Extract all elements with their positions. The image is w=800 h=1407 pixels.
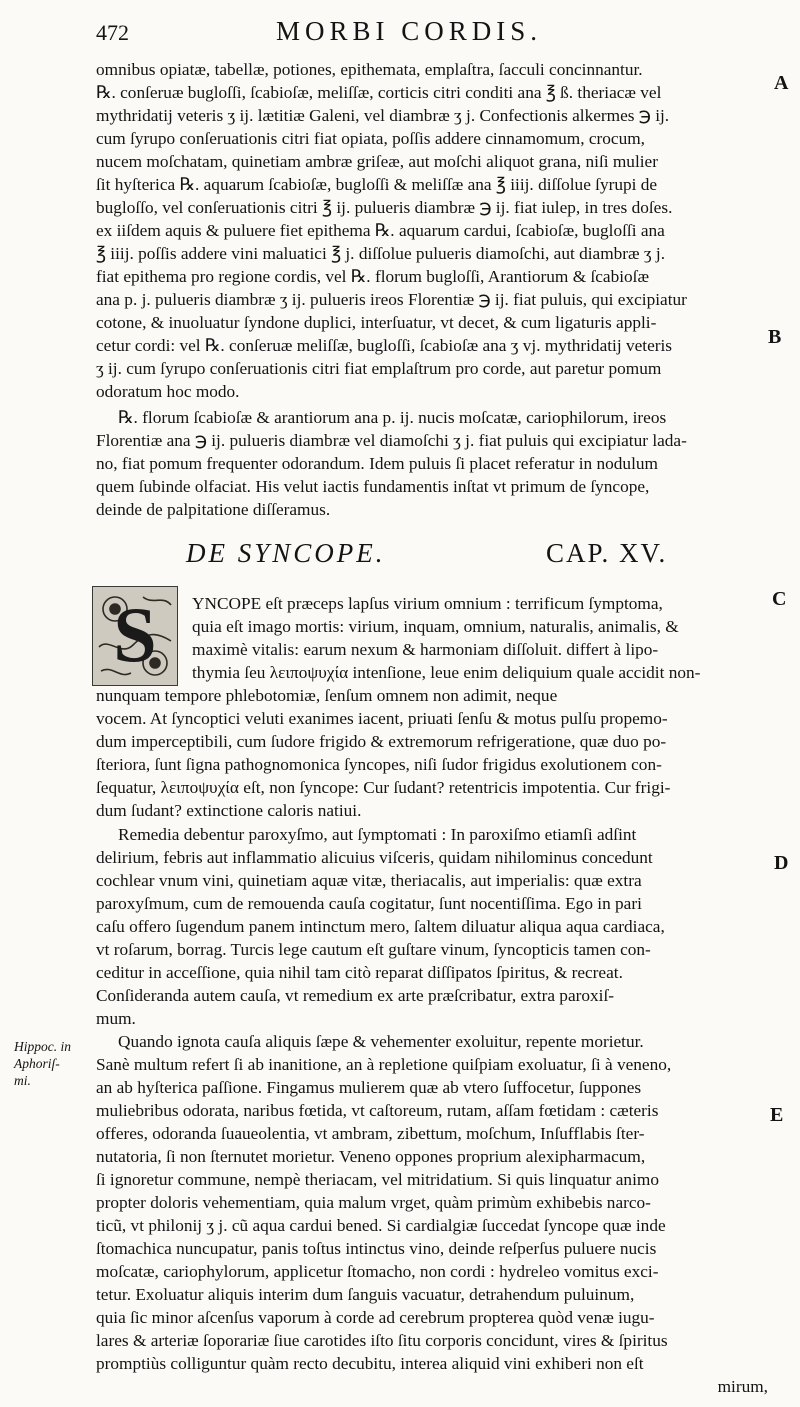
text-line: tetur. Exoluatur aliquis interim dum ſanguis vacuatur, detrahendum puluinum, bbox=[96, 1285, 635, 1304]
text-line: quem ſubinde olfaciat. His velut iactis fundamentis inſtat vt primum de ſyncope, bbox=[96, 477, 650, 496]
text-line: cetur cordi: vel ℞. conſeruæ meliſſæ, bugloſſi, ſcabioſæ ana ʒ vj. mythridatij veteris bbox=[96, 336, 673, 355]
text-line: maximè vitalis: earum nexum & harmoniam diſſoluit. differt à lipo- bbox=[192, 640, 659, 659]
running-title: MORBI CORDIS. bbox=[276, 16, 543, 46]
margin-letter-a: A bbox=[774, 72, 789, 94]
margin-letter-d: D bbox=[774, 852, 789, 874]
text-line: quia ſic minor aſcenſus vaporum à corde ad cerebrum propterea quòd venæ iugu- bbox=[96, 1308, 655, 1327]
text-line: offeres, odoranda ſuaueolentia, vt ambram, zibettum, moſchum, Inſufflabis ſter- bbox=[96, 1124, 645, 1143]
text-line: cum ſyrupo conſeruationis citri fiat opiata, poſſis addere cinnamomum, crocum, bbox=[96, 129, 646, 148]
section-title: DE SYNCOPE. bbox=[186, 538, 386, 568]
text-line: moſcatæ, cariophylorum, applicetur ſtomacho, non cordi : hydreleo vomitus exci- bbox=[96, 1262, 659, 1281]
text-line: ſteriora, ſunt ſigna pathognomonica ſyncopes, niſi ſudor frigidus exolutionem con- bbox=[96, 755, 662, 774]
text-line: omnibus opiatæ, tabellæ, potiones, epithemata, emplaſtra, ſacculi concinnantur. bbox=[96, 60, 643, 79]
text-line: Florentiæ ana ℈ ij. pulueris diambræ vel diamoſchi ʒ j. fiat puluis qui excipiatur lada- bbox=[96, 431, 687, 450]
text-line: caſu offero ſugendum panem intinctum mero, ſaltem diluatur aliqua aqua cardiaca, bbox=[96, 917, 665, 936]
paragraph-syncope-definition bbox=[96, 592, 768, 822]
margin-letter-b: B bbox=[768, 326, 782, 348]
page-number: 472 bbox=[96, 20, 129, 45]
text-line: quia eſt imago mortis: virium, inquam, omnium, naturalis, animalis, & bbox=[192, 617, 679, 636]
text-line: ſtomachica nuncupatur, panis toſtus intinctus vino, deinde reſperſus puluere nucis bbox=[96, 1239, 657, 1258]
text-line: Quando ignota cauſa aliquis ſæpe & vehementer exoluitur, repente morietur. bbox=[118, 1032, 644, 1051]
margin-note-hippocrates bbox=[14, 1038, 94, 1089]
paragraph-quando bbox=[96, 1030, 768, 1398]
text-line: no, fiat pomum frequenter odorandum. Idem puluis ſi placet referatur in nodulum bbox=[96, 454, 658, 473]
text-line: ana p. j. pulueris diambræ ʒ ij. pulueris ireos Florentiæ ℈ ij. fiat puluis, qui excipiatur bbox=[96, 290, 687, 309]
margin-letter-e: E bbox=[770, 1104, 784, 1126]
chapter-number: CAP. XV. bbox=[546, 538, 668, 568]
text-line: promptiùs colliguntur quàm recto decubitu, interea aliquid vini exhiberi non eſt bbox=[96, 1354, 644, 1373]
text-line: fiat epithema pro regione cordis, vel ℞. florum bugloſſi, Arantiorum & ſcabioſæ bbox=[96, 267, 650, 286]
text-line: ℞. conſeruæ bugloſſi, ſcabioſæ, meliſſæ, corticis citri conditi ana ℥ ß. theriacæ vel bbox=[96, 83, 662, 102]
text-line: Remedia debentur paroxyſmo, aut ſymptomati : In paroxiſmo etiamſi adſint bbox=[118, 825, 637, 844]
margin-letter-c: C bbox=[772, 588, 787, 610]
text-line: muliebribus odorata, naribus fœtida, vt caſtoreum, rutam, aſſam fœtidam : cæteris bbox=[96, 1101, 659, 1120]
text-line: thymia ſeu λειποψυχία intenſione, leue enim deliquium quale accidit non- bbox=[192, 663, 701, 682]
text-line: nunquam tempore phlebotomiæ, ſenſum omnem non adimit, neque bbox=[96, 686, 558, 705]
text-line: ℥ iiij. poſſis addere vini maluatici ℥ j. diſſolue pulueris diamoſchi, aut diambræ ʒ j. bbox=[96, 244, 666, 263]
text-line: bugloſſo, vel conſeruationis citri ℥ ij. pulueris diambræ ℈ ij. fiat iulep, in tres doſes. bbox=[96, 198, 673, 217]
text-line: Conſideranda autem cauſa, vt remedium ex arte præſcribatur, extra paroxiſ- bbox=[96, 986, 615, 1005]
drop-cap-letter: S bbox=[113, 591, 157, 678]
margin-note-line: Aphoriſ- bbox=[14, 1056, 60, 1071]
text-line: nucem moſchatam, quinetiam ambræ griſeæ, aut moſchi aliquot grana, niſi mulier bbox=[96, 152, 658, 171]
text-line: ſi ignoretur commune, nempè theriacam, vel mitridatium. Si quis linquatur animo bbox=[96, 1170, 659, 1189]
text-line: nutatoria, ſi non ſternutet morietur. Veneno oppones proprium alexipharmacum, bbox=[96, 1147, 646, 1166]
text-line: YNCOPE eſt præceps lapſus virium omnium : terrificum ſymptoma, bbox=[192, 594, 663, 613]
text-line: ticũ, vt philonij ʒ j. cũ aqua cardui bened. Si cardialgiæ ſuccedat ſyncope quæ inde bbox=[96, 1216, 666, 1235]
text-line: paroxyſmum, cum de remouenda cauſa cogitatur, ſunt nocentiſſima. Ego in pari bbox=[96, 894, 642, 913]
margin-note-line: mi. bbox=[14, 1073, 31, 1088]
text-line: ʒ ij. cum ſyrupo conſeruationis citri fiat emplaſtrum pro corde, aut paretur pomum bbox=[96, 359, 662, 378]
text-line: dum ſudant? extinctione caloris natiui. bbox=[96, 801, 362, 820]
text-line: odoratum hoc modo. bbox=[96, 382, 240, 401]
text-line: ſequatur, λειποψυχία eſt, non ſyncope: Cur ſudant? retentricis impotentia. Cur frigi- bbox=[96, 778, 671, 797]
text-line: propter doloris vehementiam, quia malum vrget, quàm primùm exhibebis narco- bbox=[96, 1193, 651, 1212]
paragraph-remedia bbox=[96, 823, 768, 1030]
text-line: ceditur in acceſſione, quia nihil tam citò reparat diſſipatos ſpiritus, & recreat. bbox=[96, 963, 623, 982]
margin-note-line: Hippoc. in bbox=[14, 1039, 71, 1054]
paragraph-pomum bbox=[96, 406, 768, 521]
running-head bbox=[96, 14, 756, 50]
text-line: ſit hyſterica ℞. aquarum ſcabioſæ, bugloſſi & meliſſæ ana ℥ iiij. diſſolue ſyrupi de bbox=[96, 175, 658, 194]
text-line: mum. bbox=[96, 1009, 136, 1028]
section-heading bbox=[186, 538, 686, 574]
text-line: cochlear vnum vini, quinetiam aquæ vitæ, theriacalis, aut imperialis: quæ extra bbox=[96, 871, 642, 890]
text-line: mythridatij veteris ʒ ij. lætitiæ Galeni, vel diambræ ʒ j. Confectionis alkermes ℈ ij. bbox=[96, 106, 670, 125]
text-line: vt roſarum, borrag. Turcis lege cautum eſt guſtare vinum, ſyncopticis tamen con- bbox=[96, 940, 651, 959]
text-line: ℞. florum ſcabioſæ & arantiorum ana p. ij. nucis moſcatæ, cariophilorum, ireos bbox=[118, 408, 667, 427]
paragraph-remedies-list bbox=[96, 58, 768, 403]
text-line: delirium, febris aut inflammatio alicuius viſceris, quidam nihilominus concedunt bbox=[96, 848, 653, 867]
text-line: lares & arteriæ ſoporariæ ſiue carotides iſto ſitu corporis concidunt, vires & ſpiritus bbox=[96, 1331, 668, 1350]
text-line: dum imperceptibili, cum ſudore frigido & extremorum refrigeratione, quæ duo po- bbox=[96, 732, 667, 751]
text-line: Sanè multum refert ſi ab inanitione, an à repletione quiſpiam exoluatur, ſi à veneno, bbox=[96, 1055, 672, 1074]
text-line: an ab hyſterica paſſione. Fingamus mulierem quæ ab vtero ſuffocetur, ſuppones bbox=[96, 1078, 642, 1097]
catchword: mirum, bbox=[717, 1377, 768, 1396]
text-line: deinde de palpitatione diſſeramus. bbox=[96, 500, 331, 519]
text-line: vocem. At ſyncoptici veluti exanimes iacent, priuati ſenſu & motus pulſu propemo- bbox=[96, 709, 668, 728]
text-line: ex iiſdem aquis & puluere fiet epithema ℞. aquarum cardui, ſcabioſæ, bugloſſi ana bbox=[96, 221, 665, 240]
text-line: cotone, & inuoluatur ſyndone duplici, interſuatur, vt decet, & cum ligaturis appli- bbox=[96, 313, 657, 332]
